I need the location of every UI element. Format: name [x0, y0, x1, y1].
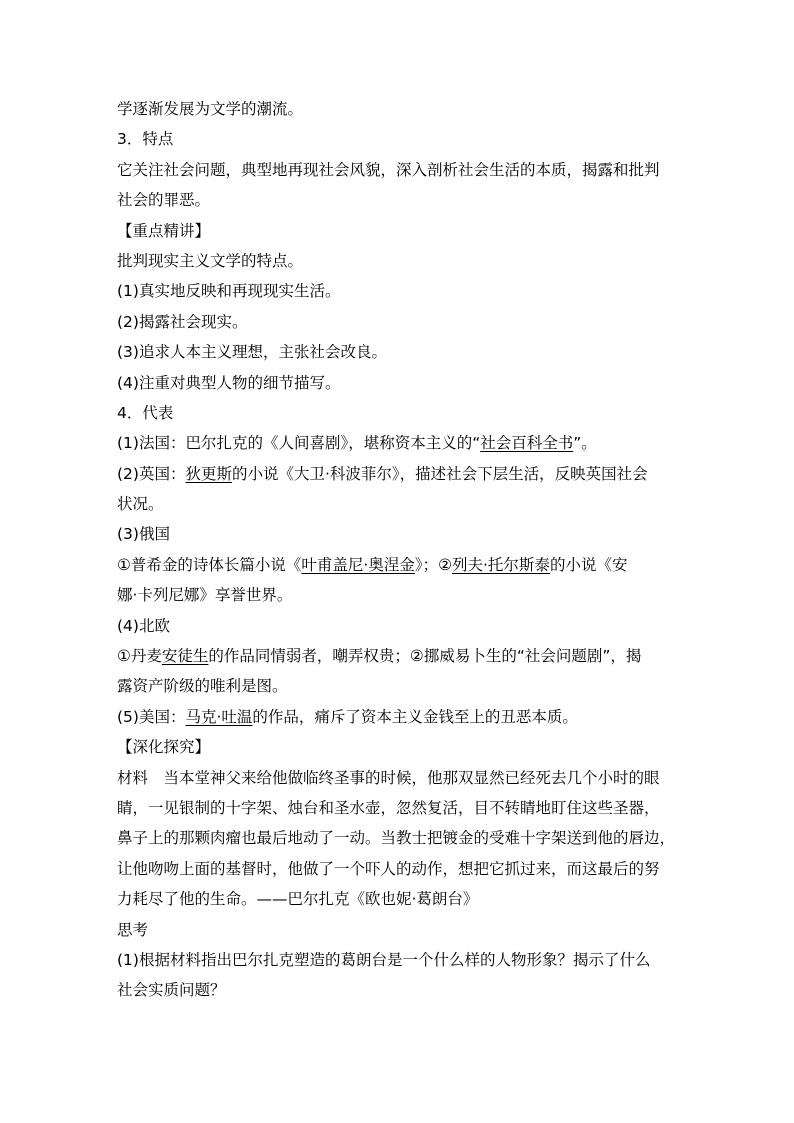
- list-item-north-europe: (4)北欧: [117, 616, 170, 635]
- text-line: 社会的罪恶。: [117, 191, 211, 210]
- text-line: 露资产阶级的唯利是图。: [117, 677, 288, 696]
- document-body: [117, 94, 677, 1006]
- underlined-term: 马克·吐温: [185, 707, 253, 726]
- key-points-heading: 【重点精讲】: [117, 221, 211, 240]
- list-item-usa: [117, 702, 677, 732]
- line-text: 的小说《安: [549, 555, 628, 574]
- think-heading: 思考: [117, 920, 149, 939]
- material-paragraph-line: 鼻子上的那颗肉瘤也最后地动了一动。当教士把镀金的受难十字架送到他的唇边，: [117, 829, 676, 848]
- section-heading-representatives: 4．代表: [117, 403, 174, 422]
- line-text: ①普希金的诗体长篇小说《: [117, 555, 302, 574]
- text-line: [117, 550, 677, 580]
- material-paragraph-line: 睛，一见银制的十字架、烛台和圣水壶，忽然复活，目不转睛地盯住这些圣器，: [117, 798, 660, 817]
- list-item: (2)揭露社会现实。: [117, 312, 248, 331]
- underlined-term: 列夫·托尔斯泰: [452, 555, 550, 574]
- section-heading-features: 3．特点: [117, 130, 174, 149]
- text-line: 批判现实主义文学的特点。: [117, 251, 304, 270]
- list-item-russia: (3)俄国: [117, 525, 170, 544]
- text-line: 它关注社会问题，典型地再现社会风貌，深入剖析社会生活的本质，揭露和批判: [117, 160, 660, 179]
- list-item: (1)真实地反映和再现现实生活。: [117, 282, 341, 301]
- underlined-term: 狄更斯: [185, 464, 232, 483]
- line-text: 的作品同情弱者，嘲弄权贵；②挪威易卜生的“社会问题剧”，揭: [208, 647, 642, 666]
- underlined-term: 社会百科全书: [480, 434, 574, 453]
- question-line: (1)根据材料指出巴尔扎克塑造的葛朗台是一个什么样的人物形象？揭示了什么: [117, 950, 651, 969]
- line-text: 》；②: [414, 555, 452, 574]
- line-text: (5)美国：: [117, 707, 186, 726]
- material-paragraph-line: 让他吻吻上面的基督时，他做了一个吓人的动作，想把它抓过来，而这最后的努: [117, 859, 660, 878]
- text-line: 娜·卡列尼娜》享誉世界。: [117, 586, 293, 605]
- deep-inquiry-heading: 【深化探究】: [117, 738, 211, 757]
- material-paragraph-line: 材料 当本堂神父来给他做临终圣事的时候，他那双显然已经死去几个小时的眼: [117, 768, 660, 787]
- text-line: [117, 641, 677, 671]
- line-text: (2)英国：: [117, 464, 186, 483]
- line-text: (1)法国：巴尔扎克的《人间喜剧》，堪称资本主义的“: [117, 434, 481, 453]
- line-text: 的作品，痛斥了资本主义金钱至上的丑恶本质。: [252, 707, 578, 726]
- list-item-england: [117, 459, 677, 489]
- list-item-france: [117, 428, 677, 458]
- list-item: (3)追求人本主义理想，主张社会改良。: [117, 343, 387, 362]
- text-line: 状况。: [117, 495, 164, 514]
- text-line: 学逐渐发展为文学的潮流。: [117, 100, 304, 118]
- list-item: (4)注重对典型人物的细节描写。: [117, 373, 341, 392]
- underlined-term: 安徒生: [161, 647, 209, 666]
- question-line: 社会实质问题？: [117, 981, 226, 1000]
- underlined-term: 叶甫盖尼·奥涅金: [301, 555, 415, 574]
- line-text: 的小说《大卫·科波菲尔》，描述社会下层生活，反映英国社会: [231, 464, 648, 483]
- line-text: ①丹麦: [117, 647, 162, 666]
- material-paragraph-line: 力耗尽了他的生命。——巴尔扎克《欧也妮·葛朗台》: [117, 890, 479, 909]
- line-text: ”。: [573, 434, 597, 453]
